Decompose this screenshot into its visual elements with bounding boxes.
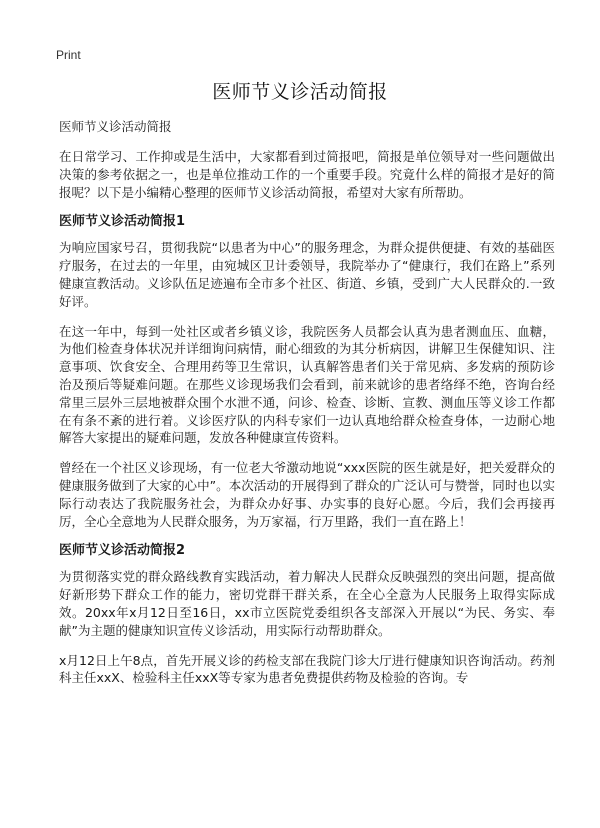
section-2-paragraph-2: x月12日上午8点，首先开展义诊的药检支部在我院门诊大厅进行健康知识咨询活动。药剂科主任xxX、检验科主任xxX等专家为患者免费提供药物及检验的咨询。专 <box>59 652 555 686</box>
document-subtitle: 医师节义诊活动简报 <box>59 119 172 134</box>
section-2-paragraph-1: 为贯彻落实党的群众路线教育实践活动，着力解决人民群众反映强烈的突出问题，提高做好新形势下群众工作的能力，密切党群干群关系，在全心全意为人民服务上取得实际成效。20xx年x月12日至16日，xx市立医院党委组织各支部深入开展以“为民、务实、奉献”为主题的健康知识宣传义诊活动，用实际行动帮助群众。 <box>59 569 555 638</box>
section-1-paragraph-1: 为响应国家号召，贯彻我院“以患者为中心”的服务理念，为群众提供便捷、有效的基础医疗服务，在过去的一年里，由宛城区卫计委领导，我院举办了“健康行，我们在路上”系列健康宣教活动。义诊队伍足迹遍布全市多个社区、街道、乡镇，受到广大人民群众的.一致好评。 <box>59 240 555 309</box>
section-1-paragraph-3: 曾经在一个社区义诊现场，有一位老大爷激动地说“xxx医院的医生就是好，把关爱群众的健康服务做到了大家的心中”。本次活动的开展得到了群众的广泛认可与赞誉，同时也以实际行动表达了我院服务社会，为群众办好事、办实事的良好心愿。今后，我们会再接再厉，全心全意地为人民群众服务，为万家福，行万里路，我们一直在路上！ <box>59 460 555 529</box>
section-heading-2: 医师节义诊活动简报2 <box>59 543 186 559</box>
print-link[interactable]: Print <box>56 48 81 62</box>
section-1-paragraph-2: 在这一年中，每到一处社区或者乡镇义诊，我院医务人员都会认真为患者测血压、血糖，为他们检查身体状况并详细询问病情，耐心细致的为其分析病因，讲解卫生保健知识、注意事项、饮食安全、合理用药等卫生常识，认真解答患者们关于常见病、多发病的预防诊治及预后等疑难问题。在那些义诊现场我们会看到，前来就诊的患者络绎不绝，咨询台经常里三层外三层地被群众围个水泄不通，问诊、检查、诊断、宣教、测血压等义诊工作都在有条不紊的进行着。义诊医疗队的内科专家们一边认真地给群众检查身体，一边耐心地解答大家提出的疑难问题，发放各种健康宣传资料。 <box>59 323 555 446</box>
intro-paragraph: 在日常学习、工作抑或是生活中，大家都看到过简报吧，简报是单位领导对一些问题做出决策的参考依据之一，也是单位推动工作的一个重要手段。究竟什么样的简报才是好的简报呢？以下是小编精心整理的医师节义诊活动简报，希望对大家有所帮助。 <box>59 149 555 200</box>
section-heading-1: 医师节义诊活动简报1 <box>59 214 186 230</box>
document-body <box>59 118 555 699</box>
page-title: 医师节义诊活动简报 <box>212 81 388 103</box>
